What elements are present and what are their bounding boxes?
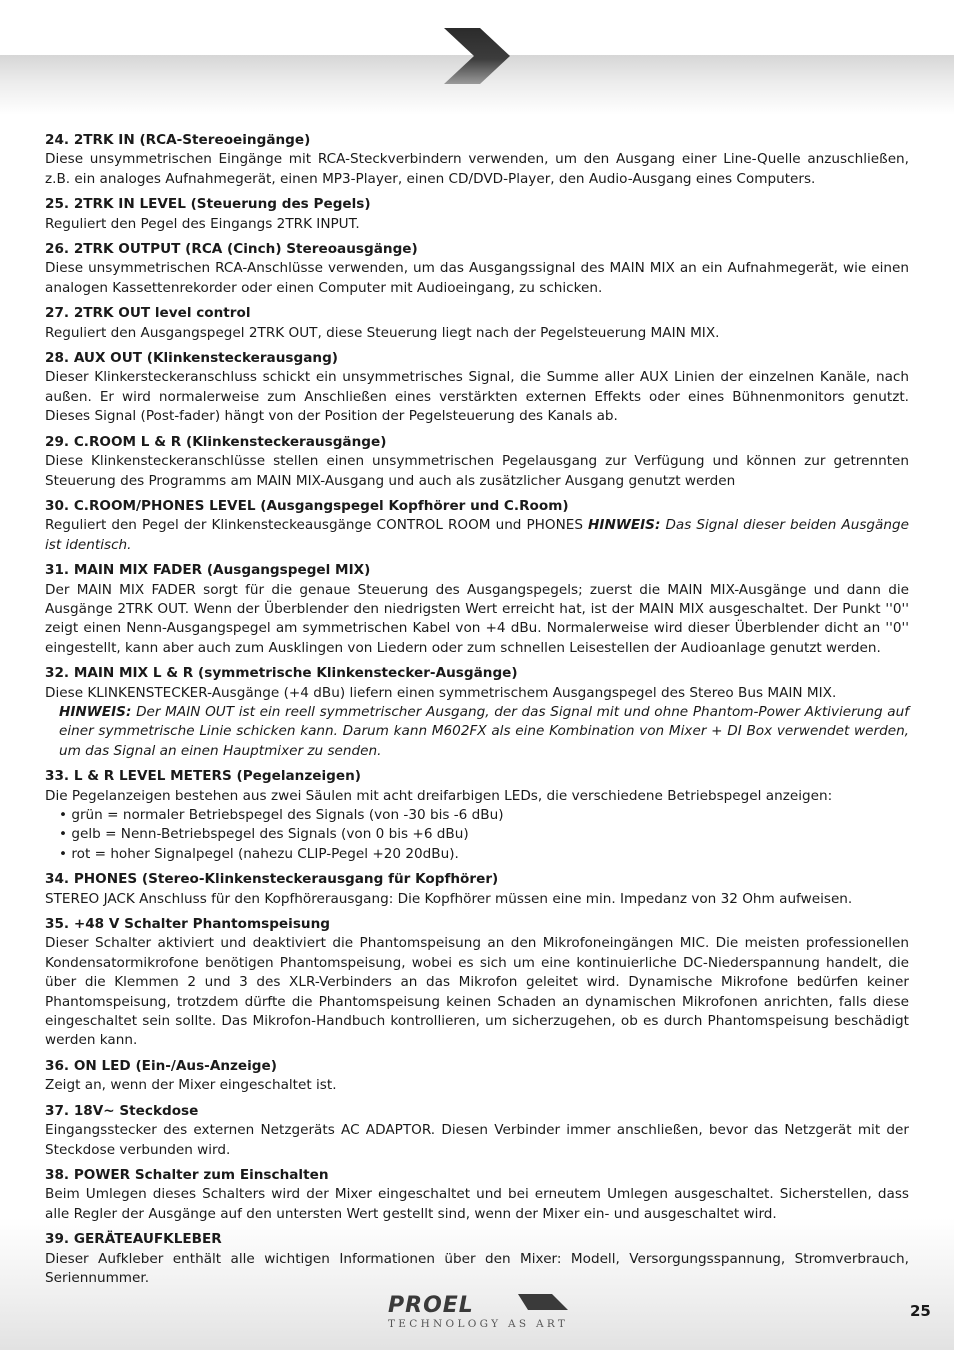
note-block bbox=[45, 703, 909, 761]
section-text: Dieser Klinkersteckeranschluss schickt ein unsymmetrisches Signal, die Summe aller AUX Linien der einzelnen Kanäle, nach außen. Er wird normalerweise zum Anschließen eines verstärkten externen Effekts oder eines Bühnenmonitors genutzt. Dieses Signal (Post-fader) hängt von der Position der Pegelsteuerung des Kanals ab. bbox=[45, 369, 909, 425]
section-heading: 36. ON LED (Ein-/Aus-Anzeige) bbox=[45, 1057, 277, 1074]
section-text-main: Reguliert den Pegel der Klinkensteckeausgänge CONTROL ROOM und PHONES bbox=[45, 517, 583, 534]
section-text: Zeigt an, wenn der Mixer eingeschaltet ist. bbox=[45, 1077, 337, 1094]
section-30 bbox=[45, 497, 909, 555]
page-number: 25 bbox=[910, 1302, 931, 1320]
section-24 bbox=[45, 131, 909, 189]
section-32 bbox=[45, 664, 909, 761]
bullet-list bbox=[45, 806, 909, 864]
logo-tagline: TECHNOLOGY AS ART bbox=[388, 1318, 569, 1330]
logo-swoosh bbox=[518, 1294, 568, 1310]
section-31 bbox=[45, 561, 909, 658]
section-29 bbox=[45, 433, 909, 491]
list-item: • rot = hoher Signalpegel (nahezu CLIP-Pegel +20 20dBu). bbox=[59, 845, 909, 864]
section-heading: 38. POWER Schalter zum Einschalten bbox=[45, 1166, 329, 1183]
section-36 bbox=[45, 1057, 909, 1096]
note-text: Das Signal dieser beiden Ausgänge ist identisch. bbox=[45, 517, 910, 553]
section-text: Die Pegelanzeigen bestehen aus zwei Säulen mit acht dreifarbigen LEDs, die verschiedene Betriebspegel anzeigen: bbox=[45, 787, 833, 804]
section-heading: 25. 2TRK IN LEVEL (Steuerung des Pegels) bbox=[45, 196, 371, 213]
section-heading: 32. MAIN MIX L & R (symmetrische Klinkenstecker-Ausgänge) bbox=[45, 665, 518, 682]
section-heading: 31. MAIN MIX FADER (Ausgangspegel MIX) bbox=[45, 562, 371, 579]
section-heading: 29. C.ROOM L & R (Klinkensteckerausgänge) bbox=[45, 433, 387, 450]
list-item: • gelb = Nenn-Betriebspegel des Signals (von 0 bis +6 dBu) bbox=[59, 825, 909, 844]
section-26 bbox=[45, 240, 909, 298]
section-heading: 27. 2TRK OUT level control bbox=[45, 305, 251, 322]
section-heading: 35. +48 V Schalter Phantomspeisung bbox=[45, 916, 330, 933]
section-28 bbox=[45, 349, 909, 427]
section-heading: 28. AUX OUT (Klinkensteckerausgang) bbox=[45, 350, 339, 367]
section-heading: 26. 2TRK OUTPUT (RCA (Cinch) Stereoausgänge) bbox=[45, 241, 418, 258]
note-text: Der MAIN OUT ist ein reell symmetrischer Ausgang, der das Signal mit und ohne Phantom-Power Aktivierung auf einer symmetrische Linie schicken kann. Darum kann M602FX als eine Kombination von Mixer + DI Box verwendet werden, um das Signal an einen Hauptmixer zu senden. bbox=[59, 703, 909, 759]
section-heading: 37. 18V~ Steckdose bbox=[45, 1102, 199, 1119]
section-33 bbox=[45, 767, 909, 864]
note-label: HINWEIS: bbox=[59, 703, 132, 720]
section-text: STEREO JACK Anschluss für den Kopfhörerausgang: Die Kopfhörer müssen eine min. Impedanz von 32 Ohm aufweisen. bbox=[45, 890, 853, 907]
section-39 bbox=[45, 1230, 909, 1288]
section-text: Dieser Schalter aktiviert und deaktiviert die Phantomspeisung an den Mikrofoneingängen MIC. Die meisten professionellen Kondensatormikrofone benötigen Phantomspeisung, wobei es sich um eine kontinuierliche DC-Niederspannung handelt, die über die Klemmen 2 und 3 des XLR-Verbinders an das Mikrofon geleitet wird. Dynamische Mikrofone bedürfen keiner Phantomspeisung, trotzdem dürfte die Phantomspeisung keinen Schaden an dynamischen Mikrofonen anrichten, falls diese eingeschaltet sein sollte. Das Mikrofon-Handbuch kontrollieren, um sicherzugehen, ob es durch Phantomspeisung beschädigt werden kann. bbox=[45, 935, 909, 1049]
section-25 bbox=[45, 195, 909, 234]
section-heading: 34. PHONES (Stereo-Klinkensteckerausgang für Kopfhörer) bbox=[45, 871, 499, 888]
section-text: Reguliert den Pegel des Eingangs 2TRK INPUT. bbox=[45, 215, 360, 232]
section-text: Beim Umlegen dieses Schalters wird der Mixer eingeschaltet und bei erneutem Umlegen ausgeschaltet. Sicherstellen, dass alle Regler der Ausgänge auf den untersten Wert gestellt sind, wenn der Mixer ein- und ausgeschaltet wird. bbox=[45, 1186, 909, 1222]
section-35 bbox=[45, 915, 909, 1051]
section-heading: 30. C.ROOM/PHONES LEVEL (Ausgangspegel Kopfhörer und C.Room) bbox=[45, 497, 569, 514]
section-text: Reguliert den Ausgangspegel 2TRK OUT, diese Steuerung liegt nach der Pegelsteuerung MAIN MIX. bbox=[45, 324, 720, 341]
section-text: Diese unsymmetrischen RCA-Anschlüsse verwenden, um das Ausgangssignal des MAIN MIX an ein Aufnahmegerät, wie einen analogen Kassettenrekorder oder einen Computer mit Audioeingang, zu schicken. bbox=[45, 260, 909, 296]
section-text: Der MAIN MIX FADER sorgt für die genaue Steuerung des Ausgangspegels; zuerst die MAIN MIX-Ausgänge und dann die Ausgänge 2TRK OUT. Wenn der Überblender den niedrigsten Wert erreicht hat, ist der MAIN MIX ausgeschaltet. Der Punkt ''0'' zeigt einen Nenn-Ausgangspegel am symmetrischen Kabel von +4 dBu. Normalerweise wird dieser Überblender dicht an ''0'' eingestellt, kann aber auch zum Ausklingen von Liedern oder zum schnellen Leisestellen der Audioanlage genutzt werden. bbox=[45, 581, 909, 656]
section-27 bbox=[45, 304, 909, 343]
section-38 bbox=[45, 1166, 909, 1224]
section-heading: 39. GERÄTEAUFKLEBER bbox=[45, 1231, 222, 1248]
section-text: Eingangsstecker des externen Netzgeräts AC ADAPTOR. Diesen Verbinder immer anschließen, bevor das Netzgerät mit der Steckdose verbunden wird. bbox=[45, 1122, 909, 1158]
chevron-right-icon bbox=[444, 28, 510, 84]
section-text: Diese KLINKENSTECKER-Ausgänge (+4 dBu) liefern einen symmetrischem Ausgangspegel des Stereo Bus MAIN MIX. bbox=[45, 684, 837, 701]
section-text bbox=[45, 516, 909, 555]
section-text: Diese Klinkensteckeranschlüsse stellen einen unsymmetrischen Pegelausgang zur Verfügung und können zur getrennten Steuerung des Programms am MAIN MIX-Ausgang und auch als zusätzlicher Ausgang genutzt werden bbox=[45, 453, 909, 489]
logo-wordmark: PROEL bbox=[388, 1293, 474, 1318]
list-item: • grün = normaler Betriebspegel des Signals (von -30 bis -6 dBu) bbox=[59, 806, 909, 825]
note-label: HINWEIS: bbox=[588, 517, 661, 534]
section-heading: 33. L & R LEVEL METERS (Pegelanzeigen) bbox=[45, 768, 361, 785]
section-34 bbox=[45, 870, 909, 909]
document-body bbox=[45, 131, 909, 1294]
section-text: Dieser Aufkleber enthält alle wichtigen Informationen über den Mixer: Modell, Versorgungsspannung, Stromverbrauch, Seriennummer. bbox=[45, 1250, 909, 1286]
section-text: Diese unsymmetrischen Eingänge mit RCA-Steckverbindern verwenden, um den Ausgang einer Line-Quelle anzuschließen, z.B. ein analoges Aufnahmegerät, einen MP3-Player, einen CD/DVD-Player, den Audio-Ausgang eines Computers. bbox=[45, 151, 909, 187]
section-37 bbox=[45, 1102, 909, 1160]
section-heading: 24. 2TRK IN (RCA-Stereoeingänge) bbox=[45, 132, 311, 148]
